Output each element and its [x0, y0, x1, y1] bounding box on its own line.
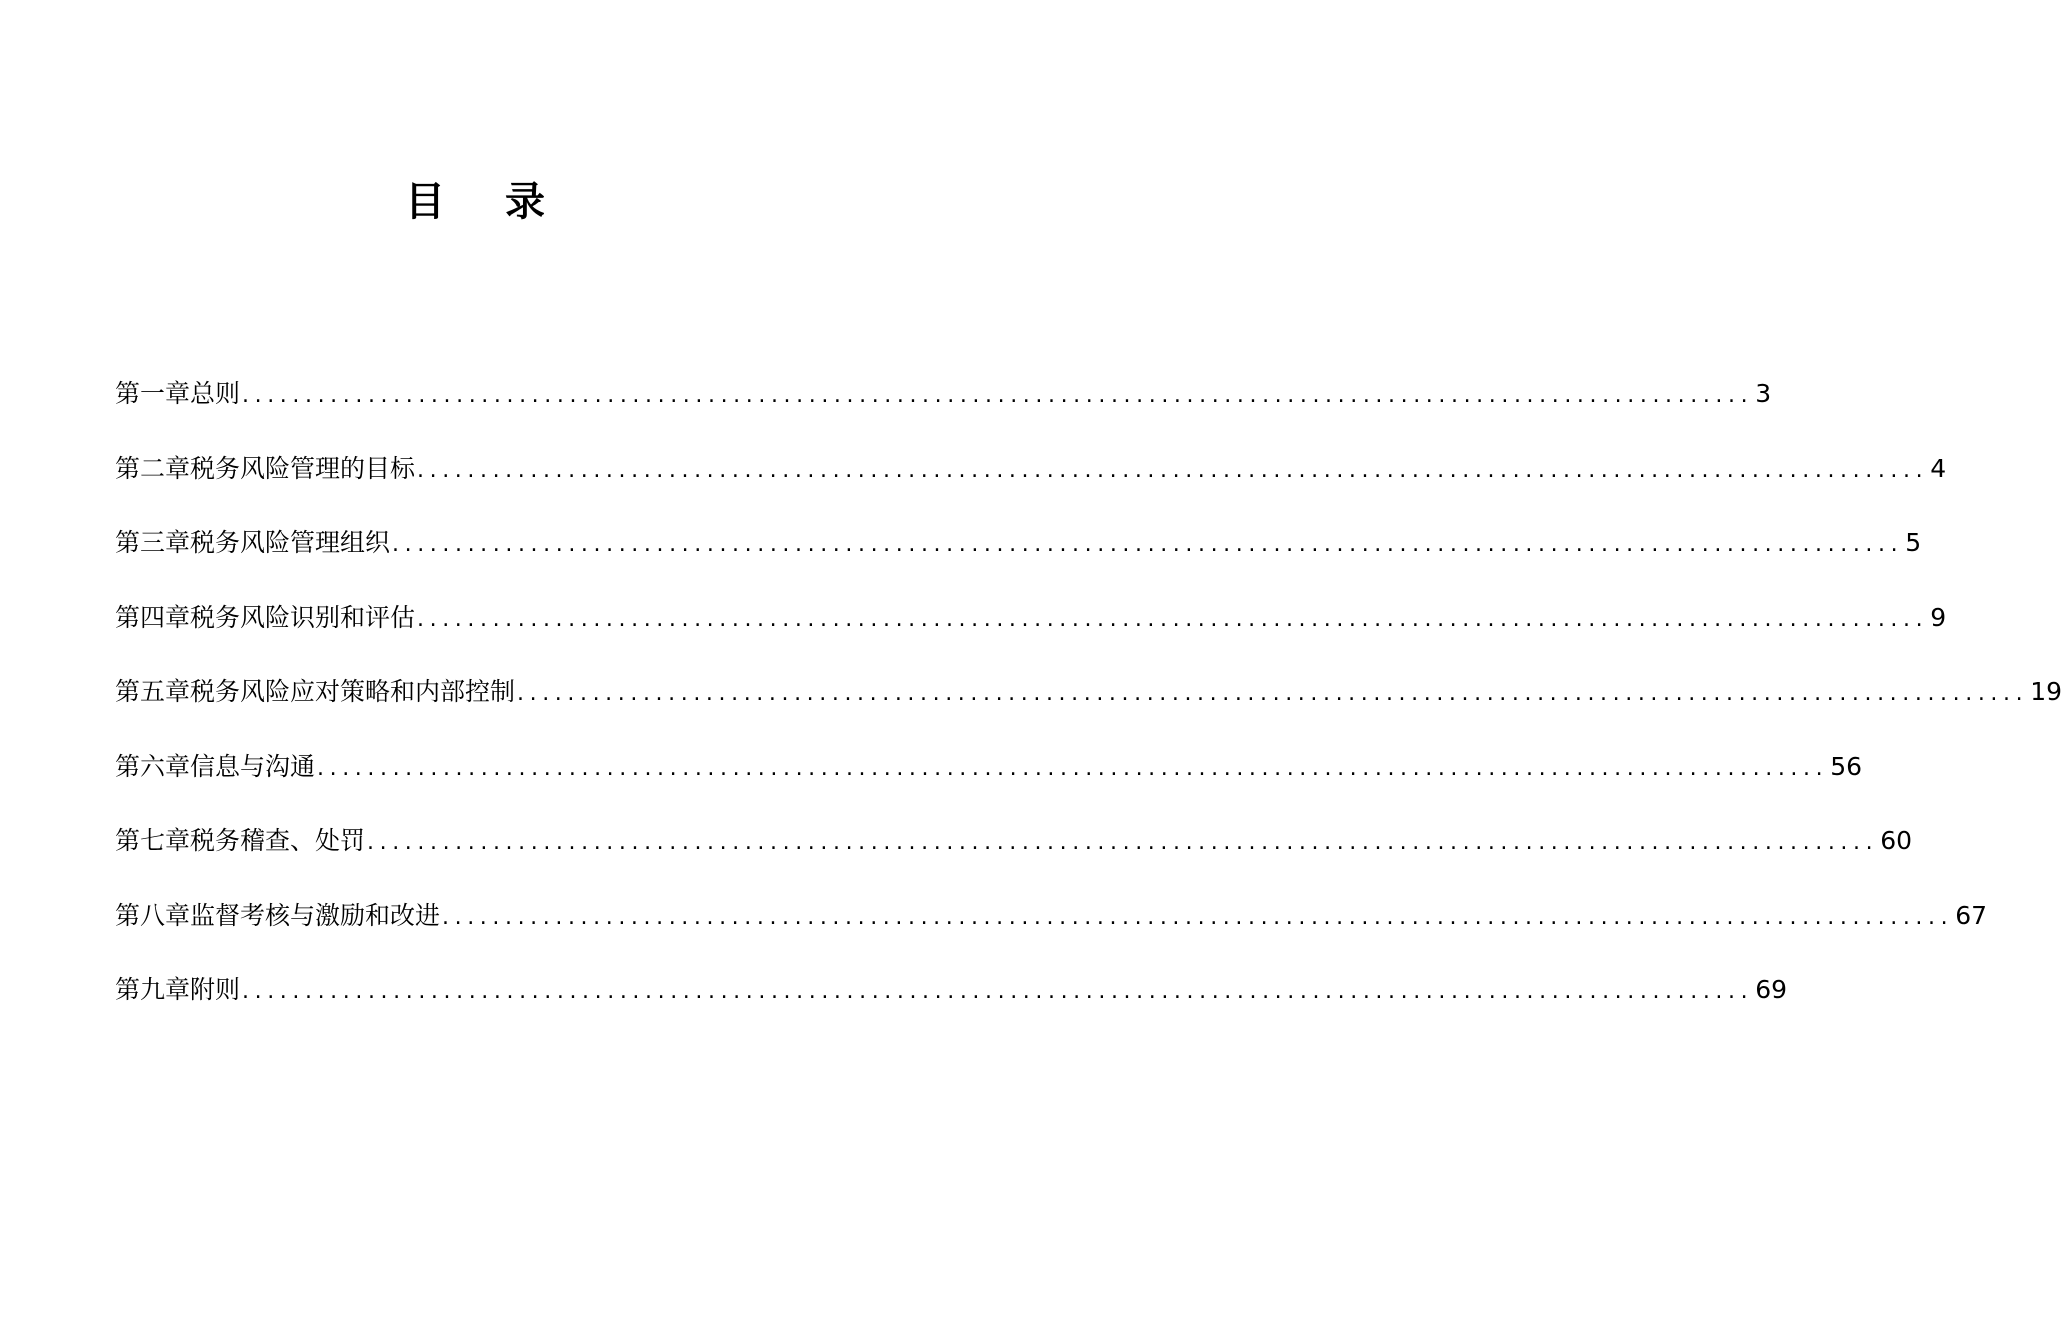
chapter-title: 税务风险管理的目标: [190, 453, 416, 483]
chapter-title: 税务稽查、处罚: [190, 826, 366, 855]
chapter-title: 总则: [190, 379, 241, 408]
chapter-number: 第七章: [115, 826, 191, 855]
table-of-contents: [115, 372, 2062, 1043]
dot-leader: ........................................................................................................................: [442, 904, 1954, 930]
dot-leader: ........................................................................................................................: [317, 755, 1829, 781]
toc-entry[interactable]: [115, 894, 1988, 969]
page-number: 67: [1955, 900, 1988, 930]
chapter-title: 信息与沟通: [190, 751, 316, 781]
toc-entry[interactable]: [115, 670, 2062, 745]
toc-entry[interactable]: [115, 819, 1913, 894]
chapter-number: 第四章: [115, 602, 191, 632]
page-number: 3: [1755, 379, 1772, 408]
dot-leader: ........................................................................................................................: [392, 532, 1904, 557]
page-number: 19: [2030, 677, 2062, 706]
page-number: 56: [1830, 751, 1863, 781]
toc-entry[interactable]: [115, 596, 1947, 671]
page-number: 4: [1930, 453, 1947, 483]
page-number: 9: [1930, 602, 1947, 632]
chapter-number: 第六章: [115, 751, 191, 781]
toc-entry[interactable]: [115, 968, 1788, 1043]
page-title: 目录: [405, 179, 605, 225]
page-number: 60: [1880, 826, 1913, 855]
page-number: 69: [1755, 975, 1788, 1004]
toc-entry[interactable]: [115, 521, 1922, 596]
chapter-title: 附则: [190, 975, 241, 1004]
dot-leader: ........................................................................................................................: [242, 383, 1754, 408]
dot-leader: ........................................................................................................................: [417, 457, 1929, 483]
chapter-number: 第九章: [115, 975, 191, 1004]
dot-leader: ........................................................................................................................: [417, 606, 1929, 632]
chapter-title: 税务风险识别和评估: [190, 602, 416, 632]
toc-entry[interactable]: [115, 372, 1772, 447]
chapter-title: 税务风险应对策略和内部控制: [190, 677, 516, 706]
chapter-number: 第一章: [115, 379, 191, 408]
dot-leader: ........................................................................................................................: [367, 830, 1879, 855]
chapter-number: 第三章: [115, 528, 191, 557]
toc-entry[interactable]: [115, 447, 1947, 522]
chapter-title: 税务风险管理组织: [190, 528, 391, 557]
page-number: 5: [1905, 528, 1922, 557]
chapter-number: 第五章: [115, 677, 191, 706]
toc-entry[interactable]: [115, 745, 1863, 820]
chapter-number: 第八章: [115, 900, 191, 930]
dot-leader: ........................................................................................................................: [242, 979, 1754, 1004]
chapter-number: 第二章: [115, 453, 191, 483]
chapter-title: 监督考核与激励和改进: [190, 900, 441, 930]
dot-leader: ........................................................................................................................: [517, 681, 2029, 706]
